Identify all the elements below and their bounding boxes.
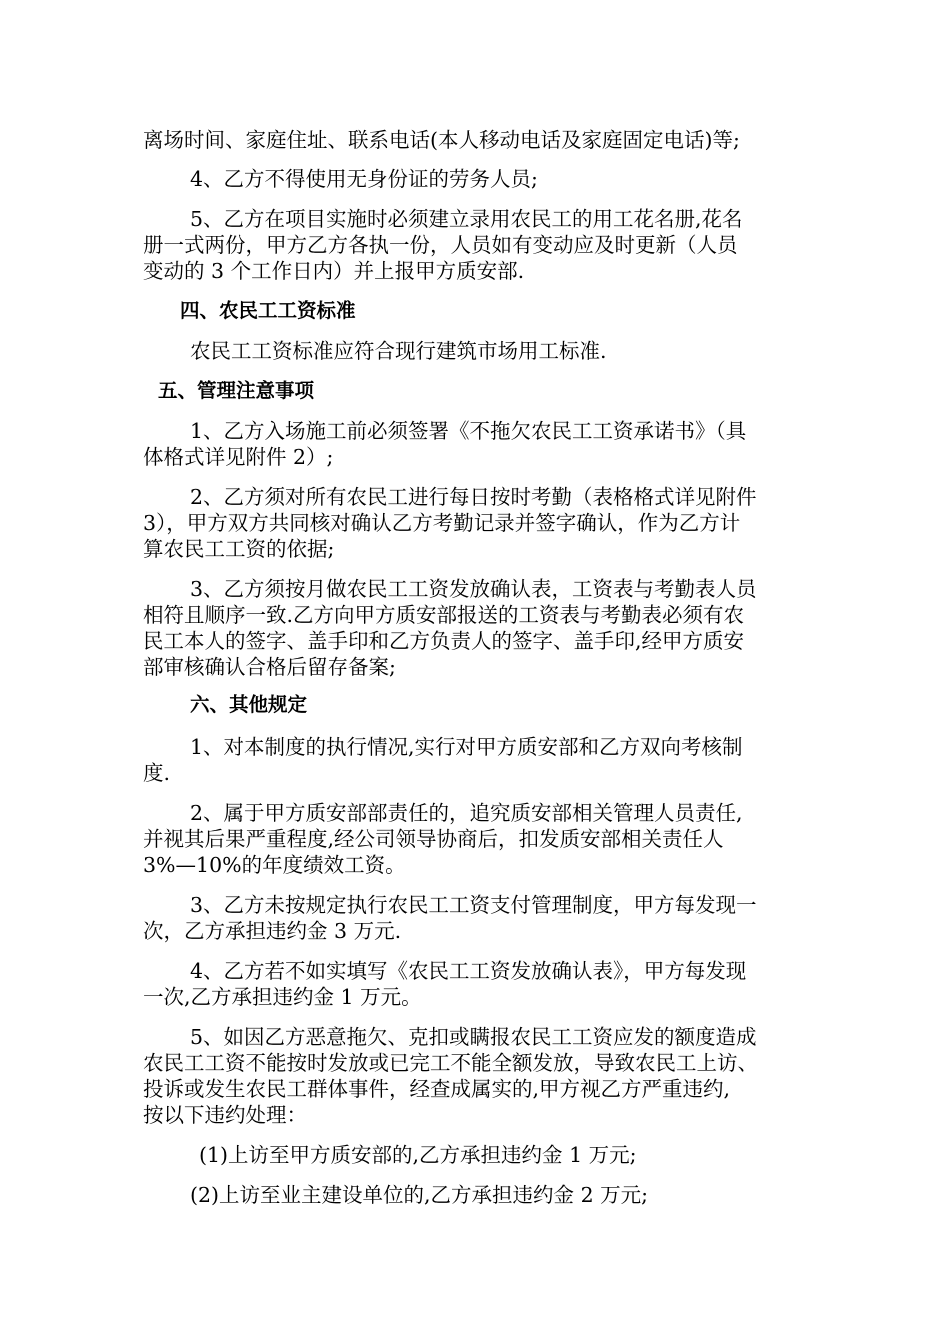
text-line: 2、属于甲方质安部部责任的，追究质安部相关管理人员责任, (190, 801, 743, 825)
section-heading: 四、农民工工资标准 (180, 299, 356, 322)
text-line: 离场时间、家庭住址、联系电话(本人移动电话及家庭固定电话)等; (143, 128, 740, 152)
section-heading: 六、其他规定 (190, 693, 308, 716)
text-line: 1、对本制度的执行情况,实行对甲方质安部和乙方双向考核制 (190, 735, 743, 759)
text-line: (1)上访至甲方质安部的,乙方承担违约金 1 万元; (199, 1143, 637, 1167)
text-line: 农民工工资不能按时发放或已完工不能全额发放，导致农民工上访、 (143, 1051, 758, 1075)
text-line: 3），甲方双方共同核对确认乙方考勤记录并签字确认，作为乙方计 (143, 511, 741, 535)
text-line: 相符且顺序一致.乙方向甲方质安部报送的工资表与考勤表必须有农 (143, 603, 745, 627)
text-line: 3、乙方未按规定执行农民工工资支付管理制度，甲方每发现一 (190, 893, 757, 917)
text-line: 4、乙方不得使用无身份证的劳务人员; (190, 167, 538, 191)
text-line: 3%—10%的年度绩效工资。 (143, 853, 406, 877)
text-line: 册一式两份，甲方乙方各执一份，人员如有变动应及时更新（人员 (143, 233, 738, 257)
text-line: 民工本人的签字、盖手印和乙方负责人的签字、盖手印,经甲方质安 (143, 629, 745, 653)
text-line: 度. (143, 761, 171, 785)
text-line: 2、乙方须对所有农民工进行每日按时考勤（表格格式详见附件 (190, 485, 757, 509)
text-line: 5、如因乙方恶意拖欠、克扣或瞒报农民工工资应发的额度造成 (190, 1025, 757, 1049)
text-line: 农民工工资标准应符合现行建筑市场用工标准. (190, 339, 607, 363)
section-heading: 五、管理注意事项 (158, 379, 315, 402)
text-line: 按以下违约处理： (143, 1103, 307, 1127)
text-line: 5、乙方在项目实施时必须建立录用农民工的用工花名册,花名 (190, 207, 743, 231)
text-line: 4、乙方若不如实填写《农民工工资发放确认表》，甲方每发现 (190, 959, 747, 983)
text-line: 次，乙方承担违约金 3 万元. (143, 919, 402, 943)
text-line: 并视其后果严重程度,经公司领导协商后，扣发质安部相关责任人 (143, 827, 724, 851)
text-line: 1、乙方入场施工前必须签署《不拖欠农民工工资承诺书》（具 (190, 419, 747, 443)
text-line: 3、乙方须按月做农民工工资发放确认表，工资表与考勤表人员 (190, 577, 757, 601)
text-line: (2)上访至业主建设单位的,乙方承担违约金 2 万元; (190, 1183, 649, 1207)
text-line: 部审核确认合格后留存备案; (143, 655, 396, 679)
text-line: 投诉或发生农民工群体事件，经查成属实的,甲方视乙方严重违约, (143, 1077, 731, 1101)
text-line: 一次,乙方承担违约金 1 万元。 (143, 985, 422, 1009)
text-line: 算农民工工资的依据; (143, 537, 335, 561)
text-line: 变动的 3 个工作日内）并上报甲方质安部. (143, 259, 525, 283)
text-line: 体格式详见附件 2）; (143, 445, 334, 469)
